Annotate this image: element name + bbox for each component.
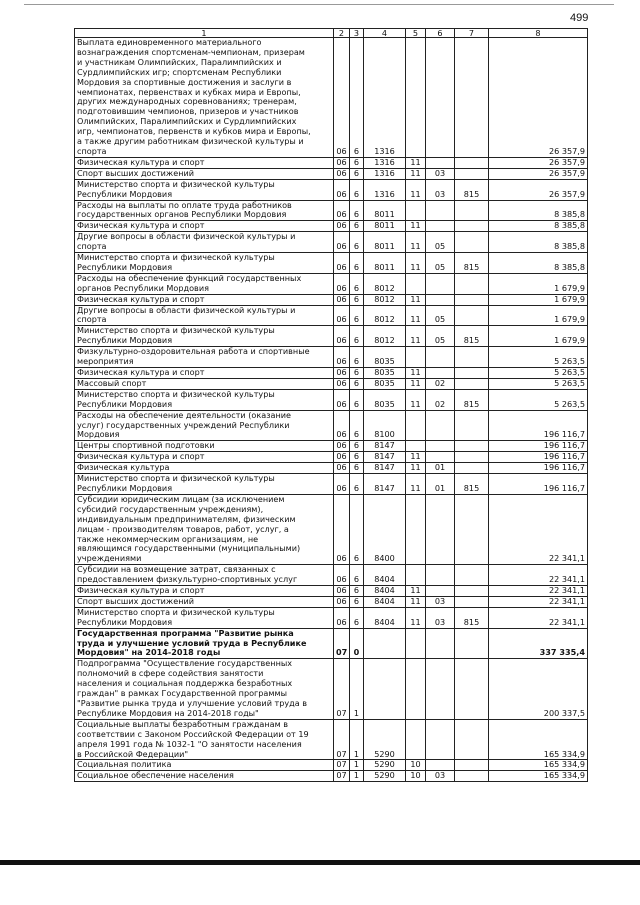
amount: 8 385,8 <box>489 232 588 253</box>
table-row <box>75 253 588 274</box>
subsection-code: 1 <box>350 719 364 760</box>
department-code: 815 <box>455 389 489 410</box>
subchapter-code <box>426 628 455 659</box>
amount: 5 263,5 <box>489 368 588 379</box>
amount: 196 116,7 <box>489 474 588 495</box>
chapter-code: 11 <box>406 607 426 628</box>
table-row <box>75 719 588 760</box>
table-row <box>75 347 588 368</box>
section-code: 06 <box>334 221 350 232</box>
table-row <box>75 168 588 179</box>
subchapter-code <box>426 347 455 368</box>
row-description: Расходы на обеспечение функций государственных органов Республики Мордовия <box>75 273 334 294</box>
subsection-code: 1 <box>350 760 364 771</box>
amount: 26 357,9 <box>489 168 588 179</box>
subsection-code: 6 <box>350 221 364 232</box>
chapter-code <box>406 347 426 368</box>
row-description: Министерство спорта и физической культуры Республики Мордовия <box>75 326 334 347</box>
row-description: Физическая культура и спорт <box>75 294 334 305</box>
subchapter-code <box>426 294 455 305</box>
subsection-code: 0 <box>350 628 364 659</box>
target-code: 8012 <box>364 294 406 305</box>
department-code: 815 <box>455 253 489 274</box>
target-code: 8147 <box>364 441 406 452</box>
chapter-code: 11 <box>406 179 426 200</box>
section-code: 06 <box>334 253 350 274</box>
header-cell: 6 <box>426 29 455 38</box>
subsection-code: 6 <box>350 232 364 253</box>
chapter-code <box>406 38 426 158</box>
chapter-code: 11 <box>406 232 426 253</box>
subchapter-code <box>426 494 455 564</box>
row-description: Физическая культура и спорт <box>75 452 334 463</box>
target-code: 8147 <box>364 463 406 474</box>
subsection-code: 6 <box>350 565 364 586</box>
target-code: 1316 <box>364 157 406 168</box>
section-code: 06 <box>334 157 350 168</box>
department-code <box>455 273 489 294</box>
chapter-code: 11 <box>406 368 426 379</box>
header-cell: 3 <box>350 29 364 38</box>
amount: 1 679,9 <box>489 326 588 347</box>
target-code: 8012 <box>364 326 406 347</box>
subsection-code: 6 <box>350 410 364 441</box>
amount: 26 357,9 <box>489 38 588 158</box>
chapter-code <box>406 273 426 294</box>
department-code <box>455 452 489 463</box>
amount: 1 679,9 <box>489 305 588 326</box>
amount: 165 334,9 <box>489 760 588 771</box>
subsection-code: 1 <box>350 659 364 719</box>
section-code: 06 <box>334 410 350 441</box>
table-row <box>75 179 588 200</box>
subsection-code: 6 <box>350 596 364 607</box>
table-row <box>75 221 588 232</box>
row-description: Субсидии на возмещение затрат, связанных с предоставлением физкультурно-спортивных услуг <box>75 565 334 586</box>
row-description: Подпрограмма "Осуществление государственных полномочий в сфере содействия занятости населения и социальная поддержка безработных граждан" в рамках Государственной программы "Развитие рынка труда и улучшение условий труда в Республике Мордовия на 2014-2018 годы" <box>75 659 334 719</box>
table-row <box>75 326 588 347</box>
table-row <box>75 441 588 452</box>
target-code: 5290 <box>364 719 406 760</box>
subchapter-code <box>426 368 455 379</box>
subsection-code: 6 <box>350 368 364 379</box>
department-code <box>455 347 489 368</box>
row-description: Министерство спорта и физической культуры Республики Мордовия <box>75 179 334 200</box>
subsection-code: 6 <box>350 607 364 628</box>
row-description: Субсидии юридическим лицам (за исключением субсидий государственным учреждениям), индивидуальным предпринимателям, физическим лицам - производителям товаров, работ, услуг, а также некоммерческим организациям, не являющимся государственными (муниципальными) учреждениями <box>75 494 334 564</box>
section-code: 06 <box>334 273 350 294</box>
target-code: 8404 <box>364 596 406 607</box>
target-code: 8011 <box>364 221 406 232</box>
section-code: 07 <box>334 659 350 719</box>
target-code: 8400 <box>364 494 406 564</box>
section-code: 06 <box>334 326 350 347</box>
row-description: Расходы на обеспечение деятельности (оказание услуг) государственных учреждений Республики Мордовия <box>75 410 334 441</box>
target-code: 5290 <box>364 760 406 771</box>
section-code: 07 <box>334 628 350 659</box>
department-code <box>455 232 489 253</box>
row-description: Другие вопросы в области физической культуры и спорта <box>75 305 334 326</box>
department-code <box>455 368 489 379</box>
target-code: 8012 <box>364 305 406 326</box>
table-row <box>75 200 588 221</box>
amount: 5 263,5 <box>489 389 588 410</box>
subsection-code: 6 <box>350 294 364 305</box>
department-code: 815 <box>455 326 489 347</box>
department-code <box>455 200 489 221</box>
target-code: 8147 <box>364 452 406 463</box>
subsection-code: 6 <box>350 305 364 326</box>
department-code <box>455 305 489 326</box>
amount: 8 385,8 <box>489 200 588 221</box>
header-cell: 1 <box>75 29 334 38</box>
amount: 22 341,1 <box>489 565 588 586</box>
row-description: Социальное обеспечение населения <box>75 771 334 782</box>
target-code: 8100 <box>364 410 406 441</box>
amount: 5 263,5 <box>489 378 588 389</box>
amount: 22 341,1 <box>489 596 588 607</box>
chapter-code: 11 <box>406 389 426 410</box>
header-cell: 5 <box>406 29 426 38</box>
subsection-code: 6 <box>350 168 364 179</box>
chapter-code <box>406 659 426 719</box>
section-code: 06 <box>334 565 350 586</box>
section-code: 06 <box>334 179 350 200</box>
subchapter-code <box>426 565 455 586</box>
subchapter-code: 01 <box>426 474 455 495</box>
subchapter-code <box>426 38 455 158</box>
chapter-code <box>406 565 426 586</box>
row-description: Расходы на выплаты по оплате труда работников государственных органов Республики Мордовия <box>75 200 334 221</box>
subsection-code: 6 <box>350 463 364 474</box>
subsection-code: 1 <box>350 771 364 782</box>
row-description: Министерство спорта и физической культуры Республики Мордовия <box>75 253 334 274</box>
chapter-code: 11 <box>406 305 426 326</box>
department-code <box>455 771 489 782</box>
department-code <box>455 719 489 760</box>
bottom-rule <box>0 860 640 865</box>
page-number: 499 <box>570 12 589 24</box>
table-row <box>75 586 588 597</box>
section-code: 06 <box>334 305 350 326</box>
subchapter-code <box>426 221 455 232</box>
subchapter-code: 03 <box>426 771 455 782</box>
subchapter-code: 03 <box>426 179 455 200</box>
department-code <box>455 628 489 659</box>
row-description: Выплата единовременного материального вознаграждения спортсменам-чемпионам, призерам и участникам Олимпийских, Паралимпийских и Сурдлимпийских игр; спортсменам Республики Мордовия за спортивные достижения и заслуги в чемпионатах, первенствах и кубках мира и Европы, других международных соревнованиях; тренерам, подготовившим чемпионов, призеров и участников Олимпийских, Паралимпийских и Сурдлимпийских игр, чемпионатов, первенств и кубков мира и Европы, а также другим работникам физической культуры и спорта <box>75 38 334 158</box>
table-row <box>75 389 588 410</box>
row-description: Физическая культура и спорт <box>75 586 334 597</box>
section-code: 06 <box>334 441 350 452</box>
row-description: Социальные выплаты безработным гражданам в соответствии с Законом Российской Федерации от 19 апреля 1991 года № 1032-1 "О занятости населения в Российской Федерации" <box>75 719 334 760</box>
table-row <box>75 305 588 326</box>
subchapter-code <box>426 586 455 597</box>
subchapter-code: 05 <box>426 326 455 347</box>
department-code <box>455 463 489 474</box>
row-description: Физическая культура и спорт <box>75 221 334 232</box>
section-code: 06 <box>334 200 350 221</box>
chapter-code <box>406 410 426 441</box>
subsection-code: 6 <box>350 378 364 389</box>
amount: 196 116,7 <box>489 452 588 463</box>
row-description: Центры спортивной подготовки <box>75 441 334 452</box>
top-scan-line <box>24 4 614 5</box>
subchapter-code <box>426 760 455 771</box>
subchapter-code: 03 <box>426 596 455 607</box>
row-description: Министерство спорта и физической культуры Республики Мордовия <box>75 389 334 410</box>
amount: 1 679,9 <box>489 294 588 305</box>
section-code: 06 <box>334 607 350 628</box>
subchapter-code: 02 <box>426 378 455 389</box>
budget-table <box>74 28 588 782</box>
chapter-code <box>406 628 426 659</box>
row-description: Физическая культура <box>75 463 334 474</box>
chapter-code <box>406 441 426 452</box>
chapter-code: 11 <box>406 168 426 179</box>
header-cell: 8 <box>489 29 588 38</box>
subsection-code: 6 <box>350 586 364 597</box>
row-description: Спорт высших достижений <box>75 596 334 607</box>
amount: 22 341,1 <box>489 494 588 564</box>
target-code: 8404 <box>364 607 406 628</box>
row-description: Массовый спорт <box>75 378 334 389</box>
amount: 196 116,7 <box>489 463 588 474</box>
amount: 22 341,1 <box>489 607 588 628</box>
section-code: 06 <box>334 168 350 179</box>
chapter-code <box>406 494 426 564</box>
subchapter-code <box>426 157 455 168</box>
amount: 8 385,8 <box>489 253 588 274</box>
subsection-code: 6 <box>350 38 364 158</box>
section-code: 06 <box>334 232 350 253</box>
department-code <box>455 494 489 564</box>
chapter-code <box>406 719 426 760</box>
target-code: 8011 <box>364 200 406 221</box>
subchapter-code: 05 <box>426 305 455 326</box>
amount: 8 385,8 <box>489 221 588 232</box>
department-code <box>455 157 489 168</box>
department-code <box>455 221 489 232</box>
table-row <box>75 596 588 607</box>
header-cell: 2 <box>334 29 350 38</box>
table-row <box>75 452 588 463</box>
subsection-code: 6 <box>350 326 364 347</box>
target-code: 8035 <box>364 347 406 368</box>
section-code: 07 <box>334 771 350 782</box>
chapter-code <box>406 200 426 221</box>
subchapter-code <box>426 200 455 221</box>
section-code: 07 <box>334 719 350 760</box>
section-code: 06 <box>334 596 350 607</box>
subchapter-code: 05 <box>426 232 455 253</box>
table-row <box>75 157 588 168</box>
table-row <box>75 232 588 253</box>
subchapter-code: 03 <box>426 168 455 179</box>
table-row <box>75 494 588 564</box>
subchapter-code: 02 <box>426 389 455 410</box>
department-code: 815 <box>455 179 489 200</box>
subsection-code: 6 <box>350 494 364 564</box>
amount: 165 334,9 <box>489 771 588 782</box>
chapter-code: 11 <box>406 221 426 232</box>
target-code: 8011 <box>364 232 406 253</box>
subsection-code: 6 <box>350 200 364 221</box>
section-code: 06 <box>334 452 350 463</box>
row-description: Физкультурно-оздоровительная работа и спортивные мероприятия <box>75 347 334 368</box>
target-code: 1316 <box>364 179 406 200</box>
chapter-code: 11 <box>406 294 426 305</box>
target-code: 8035 <box>364 378 406 389</box>
target-code: 8404 <box>364 586 406 597</box>
subsection-code: 6 <box>350 273 364 294</box>
section-code: 06 <box>334 389 350 410</box>
section-code: 06 <box>334 494 350 564</box>
subchapter-code <box>426 410 455 441</box>
target-code: 8404 <box>364 565 406 586</box>
department-code <box>455 659 489 719</box>
table-row <box>75 760 588 771</box>
table-row <box>75 38 588 158</box>
subsection-code: 6 <box>350 474 364 495</box>
subchapter-code: 01 <box>426 463 455 474</box>
section-code: 06 <box>334 378 350 389</box>
subchapter-code: 05 <box>426 253 455 274</box>
target-code: 8012 <box>364 273 406 294</box>
row-description: Министерство спорта и физической культуры Республики Мордовия <box>75 607 334 628</box>
section-code: 06 <box>334 38 350 158</box>
target-code: 8147 <box>364 474 406 495</box>
subchapter-code: 03 <box>426 607 455 628</box>
row-description: Физическая культура и спорт <box>75 157 334 168</box>
department-code <box>455 168 489 179</box>
section-code: 06 <box>334 474 350 495</box>
department-code <box>455 378 489 389</box>
section-code: 07 <box>334 760 350 771</box>
table-row <box>75 607 588 628</box>
chapter-code: 11 <box>406 474 426 495</box>
amount: 5 263,5 <box>489 347 588 368</box>
chapter-code: 10 <box>406 760 426 771</box>
section-code: 06 <box>334 586 350 597</box>
subsection-code: 6 <box>350 179 364 200</box>
department-code <box>455 586 489 597</box>
table-body <box>75 29 588 782</box>
department-code <box>455 565 489 586</box>
amount: 22 341,1 <box>489 586 588 597</box>
table-row <box>75 771 588 782</box>
amount: 165 334,9 <box>489 719 588 760</box>
subchapter-code <box>426 659 455 719</box>
amount: 200 337,5 <box>489 659 588 719</box>
subsection-code: 6 <box>350 253 364 274</box>
chapter-code: 11 <box>406 378 426 389</box>
table-row <box>75 628 588 659</box>
target-code <box>364 628 406 659</box>
department-code <box>455 441 489 452</box>
header-cell: 4 <box>364 29 406 38</box>
chapter-code: 11 <box>406 452 426 463</box>
target-code: 5290 <box>364 771 406 782</box>
table-row <box>75 474 588 495</box>
section-code: 06 <box>334 368 350 379</box>
target-code: 8035 <box>364 389 406 410</box>
target-code <box>364 659 406 719</box>
table-row <box>75 659 588 719</box>
department-code <box>455 410 489 441</box>
amount: 1 679,9 <box>489 273 588 294</box>
department-code <box>455 294 489 305</box>
section-code: 06 <box>334 463 350 474</box>
target-code: 1316 <box>364 168 406 179</box>
table-row <box>75 273 588 294</box>
subchapter-code <box>426 441 455 452</box>
table-row <box>75 378 588 389</box>
section-code: 06 <box>334 347 350 368</box>
row-description: Государственная программа "Развитие рынка труда и улучшение условий труда в Республике Мордовия" на 2014-2018 годы <box>75 628 334 659</box>
row-description: Физическая культура и спорт <box>75 368 334 379</box>
department-code <box>455 38 489 158</box>
chapter-code: 10 <box>406 771 426 782</box>
chapter-code: 11 <box>406 463 426 474</box>
subchapter-code <box>426 452 455 463</box>
subsection-code: 6 <box>350 347 364 368</box>
chapter-code: 11 <box>406 157 426 168</box>
amount: 196 116,7 <box>489 441 588 452</box>
subsection-code: 6 <box>350 441 364 452</box>
department-code <box>455 760 489 771</box>
target-code: 8011 <box>364 253 406 274</box>
table-row <box>75 410 588 441</box>
subsection-code: 6 <box>350 389 364 410</box>
subchapter-code <box>426 719 455 760</box>
row-description: Социальная политика <box>75 760 334 771</box>
chapter-code: 11 <box>406 596 426 607</box>
row-description: Другие вопросы в области физической культуры и спорта <box>75 232 334 253</box>
table-row <box>75 463 588 474</box>
department-code: 815 <box>455 474 489 495</box>
chapter-code: 11 <box>406 253 426 274</box>
row-description: Спорт высших достижений <box>75 168 334 179</box>
subsection-code: 6 <box>350 157 364 168</box>
table-row <box>75 294 588 305</box>
subchapter-code <box>426 273 455 294</box>
header-cell: 7 <box>455 29 489 38</box>
amount: 26 357,9 <box>489 157 588 168</box>
chapter-code: 11 <box>406 326 426 347</box>
subsection-code: 6 <box>350 452 364 463</box>
section-code: 06 <box>334 294 350 305</box>
target-code: 8035 <box>364 368 406 379</box>
chapter-code: 11 <box>406 586 426 597</box>
row-description: Министерство спорта и физической культуры Республики Мордовия <box>75 474 334 495</box>
department-code: 815 <box>455 607 489 628</box>
table-row <box>75 565 588 586</box>
target-code: 1316 <box>364 38 406 158</box>
amount: 26 357,9 <box>489 179 588 200</box>
amount: 337 335,4 <box>489 628 588 659</box>
table-row <box>75 368 588 379</box>
department-code <box>455 596 489 607</box>
amount: 196 116,7 <box>489 410 588 441</box>
